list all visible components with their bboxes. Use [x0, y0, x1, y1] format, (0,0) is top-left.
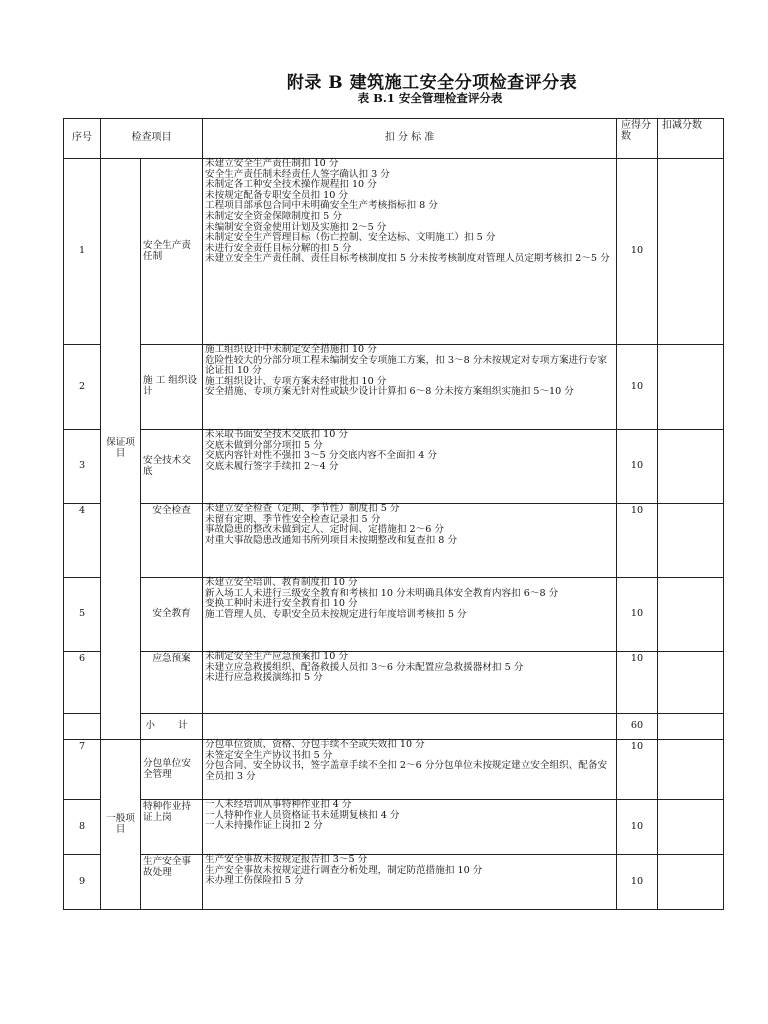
score-value: 10	[617, 740, 658, 800]
criteria-line: 交底未做到分部分项扣 5 分	[205, 439, 323, 451]
criteria-line: 未进行安全责任目标分解的扣 5 分	[205, 242, 352, 254]
check-item: 生产安全事故处理	[141, 855, 203, 910]
score-value: 10	[617, 159, 658, 345]
criteria-line: 事故隐患的整改未做到定人、定时间、定措施扣 2～6 分	[205, 524, 444, 536]
criteria-cell	[203, 345, 617, 430]
row-no: 3	[64, 430, 101, 504]
row-no: 9	[64, 855, 101, 910]
col-header-no: 序号	[64, 119, 101, 159]
table-row	[64, 740, 724, 800]
criteria-line: 未进行应急救援演练扣 5 分	[205, 672, 323, 684]
score-value: 10	[617, 800, 658, 855]
criteria-line: 未留有定期、季节性安全检查记录扣 5 分	[205, 513, 381, 525]
category-guarantee: 保证项目	[101, 159, 141, 740]
criteria-line: 未建立安全检查（定期、季节性）制度扣 5 分	[205, 503, 400, 514]
criteria-line: 对重大事故隐患改通知书所列项目未按期整改和复查扣 8 分	[205, 534, 458, 546]
row-no: 1	[64, 159, 101, 345]
table-subtitle: 表 B.1 安全管理检查评分表	[357, 91, 503, 105]
deduct-value	[658, 159, 724, 345]
check-item: 特种作业持证上岗	[141, 800, 203, 855]
criteria-line: 危险性较大的分部分项工程未编制安全专项施工方案，扣 3～8 分未按规定对专项方案进行专家论证扣 10 分	[205, 354, 608, 377]
check-item: 安全检查	[141, 504, 203, 578]
criteria-line: 未按规定配备专职安全员扣 10 分	[205, 189, 349, 201]
score-sheet	[63, 118, 702, 909]
criteria-line: 交底未履行签字手续扣 2～4 分	[205, 460, 339, 472]
criteria-line: 未建立应急救援组织、配备救援人员扣 3～6 分未配置应急救援器材扣 5 分	[205, 661, 524, 673]
criteria-line: 未签定安全生产协议书扣 5 分	[205, 749, 333, 761]
check-item: 施 工 组织设 计	[141, 345, 203, 430]
criteria-line: 交底内容针对性不强扣 3～5 分交底内容不全面扣 4 分	[205, 450, 437, 462]
criteria-line: 未建立安全生产责任制、责任目标考核制度扣 5 分未按考核制度对管理人员定期考核扣 2～5 分	[205, 253, 610, 265]
row-no: 2	[64, 345, 101, 430]
criteria-line: 未建立安全培训、教育制度扣 10 分	[205, 577, 358, 588]
criteria-cell	[203, 714, 617, 740]
deduct-value	[658, 740, 724, 800]
subtotal-score: 60	[617, 714, 658, 740]
criteria-line: 未采取书面安全技术交底扣 10 分	[205, 429, 349, 440]
table-row	[64, 504, 724, 578]
criteria-line: 未制定安全生产应急预案扣 10 分	[205, 651, 349, 662]
criteria-line: 生产安全事故未按规定报告扣 3～5 分	[205, 854, 368, 865]
score-value: 10	[617, 430, 658, 504]
deduct-value	[658, 504, 724, 578]
page-title: 附录 B 建筑施工安全分项检查评分表	[286, 73, 578, 93]
table-row	[64, 430, 724, 504]
row-no: 4	[64, 504, 101, 578]
row-no: 7	[64, 740, 101, 800]
criteria-line: 变换工种时未进行安全教育扣 10 分	[205, 598, 358, 610]
criteria-line: 一人特种作业人员资格证书未延期复核扣 4 分	[205, 809, 400, 821]
criteria-line: 安全生产责任制未经责任人签字确认扣 3 分	[205, 168, 390, 180]
criteria-line: 工程项目部承包合同中未明确安全生产考核指标扣 8 分	[205, 200, 438, 212]
check-item: 分包单位安全管理	[141, 740, 203, 800]
deduct-value	[658, 345, 724, 430]
criteria-cell	[203, 159, 617, 345]
table-row	[64, 159, 724, 345]
row-no: 5	[64, 578, 101, 652]
criteria-line: 一人未经培训从事特种作业扣 4 分	[205, 799, 352, 810]
criteria-line: 未建立安全生产责任制扣 10 分	[205, 158, 339, 169]
table-row	[64, 800, 724, 855]
criteria-line: 未制定安全生产管理目标（伤亡控制、安全达标、文明施工）扣 5 分	[205, 232, 496, 244]
row-no: 8	[64, 800, 101, 855]
criteria-line: 分包单位资质、资格、分包手续不全或失效扣 10 分	[205, 739, 425, 750]
check-item: 安全教育	[141, 578, 203, 652]
safety-management-table	[63, 118, 724, 910]
criteria-cell	[203, 855, 617, 910]
criteria-cell	[203, 504, 617, 578]
deduct-value	[658, 652, 724, 714]
check-item: 安全生产责任制	[141, 159, 203, 345]
criteria-line: 分包合同、安全协议书，签字盖章手续不全扣 2～6 分分包单位未按规定建立安全组织、配备安全员扣 3 分	[205, 760, 608, 782]
table-row	[64, 578, 724, 652]
deduct-value	[658, 800, 724, 855]
table-row	[64, 345, 724, 430]
subtotal-row	[64, 714, 724, 740]
table-row	[64, 855, 724, 910]
deduct-value	[658, 578, 724, 652]
criteria-cell	[203, 800, 617, 855]
criteria-line: 未办理工伤保险扣 5 分	[205, 875, 304, 887]
check-item: 安全技术交底	[141, 430, 203, 504]
subtotal-label: 小 计	[141, 714, 203, 740]
col-header-deduct: 扣减分数	[658, 119, 724, 159]
criteria-cell	[203, 740, 617, 800]
score-value: 10	[617, 345, 658, 430]
score-value: 10	[617, 855, 658, 910]
criteria-cell	[203, 652, 617, 714]
criteria-cell	[203, 430, 617, 504]
col-header-score: 应得分数	[617, 119, 658, 159]
criteria-cell	[203, 578, 617, 652]
criteria-line: 新入场工人未进行三级安全教育和考核扣 10 分未明确具体安全教育内容扣 6～8 分	[205, 587, 559, 599]
criteria-line: 安全措施、专项方案无针对性或缺少设计计算扣 6～8 分未按方案组织实施扣 5～10 分	[205, 386, 574, 398]
criteria-line: 施工管理人员、专职安全员未按规定进行年度培训考核扣 5 分	[205, 608, 467, 620]
criteria-line: 未制定各工种安全技术操作规程扣 10 分	[205, 179, 377, 191]
score-value: 10	[617, 578, 658, 652]
deduct-value	[658, 855, 724, 910]
header-row	[64, 119, 724, 159]
check-item: 应急预案	[141, 652, 203, 714]
criteria-line: 生产安全事故未按规定进行调查分析处理，制定防范措施扣 10 分	[205, 864, 483, 876]
criteria-line: 施工组织设计、专项方案未经审批扣 10 分	[205, 375, 387, 387]
deduct-value	[658, 714, 724, 740]
criteria-line: 未编制安全资金使用计划及实施扣 2～5 分	[205, 221, 387, 233]
category-general: 一般项目	[101, 740, 141, 910]
criteria-line: 一人未持操作证上岗扣 2 分	[205, 820, 323, 832]
score-value: 10	[617, 504, 658, 578]
col-header-item: 检查项目	[101, 119, 203, 159]
score-value: 10	[617, 652, 658, 714]
row-no: 6	[64, 652, 101, 714]
row-no	[64, 714, 101, 740]
table-row	[64, 652, 724, 714]
criteria-line: 未制定安全资金保障制度扣 5 分	[205, 210, 342, 222]
deduct-value	[658, 430, 724, 504]
criteria-line: 施工组织设计中未制定安全措施扣 10 分	[205, 344, 377, 355]
col-header-criteria: 扣 分 标 准	[203, 119, 617, 159]
